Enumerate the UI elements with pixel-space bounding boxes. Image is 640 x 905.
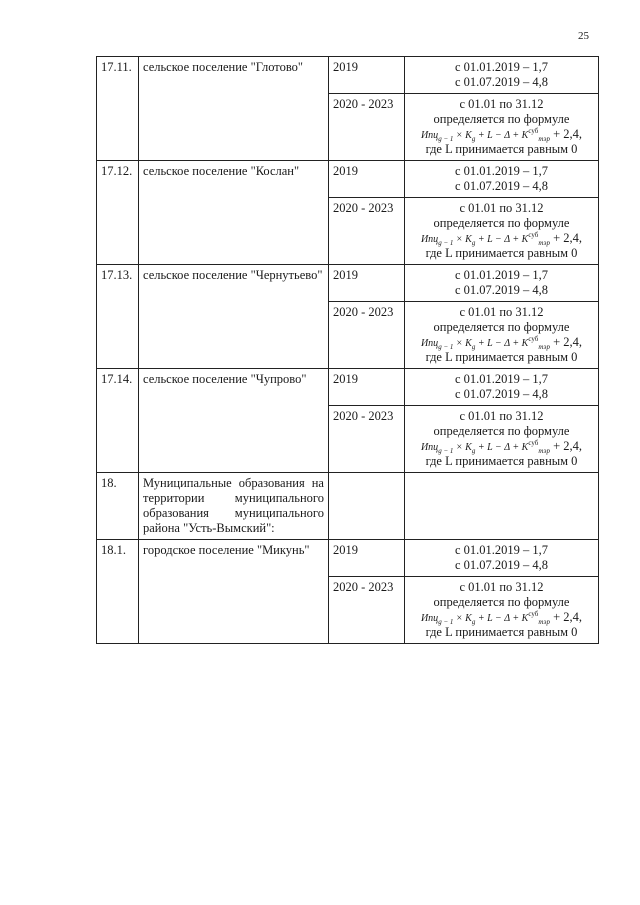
formula-values xyxy=(405,406,599,473)
period-years: 2020 - 2023 xyxy=(329,302,405,369)
row-number: 17.11. xyxy=(97,57,139,161)
value-line: определяется по формуле xyxy=(433,595,570,609)
value-line: где L принимается равным 0 xyxy=(425,142,578,156)
value-line: определяется по формуле xyxy=(433,112,570,126)
period-year: 2019 xyxy=(329,161,405,198)
settlement-name: сельское поселение "Чернутьево" xyxy=(139,265,329,369)
settlement-name: сельское поселение "Чупрово" xyxy=(139,369,329,473)
settlement-name: сельское поселение "Кослан" xyxy=(139,161,329,265)
row-number: 18. xyxy=(97,473,139,540)
tariff-table xyxy=(96,56,599,644)
period-year: 2019 xyxy=(329,369,405,406)
index-values xyxy=(405,540,599,577)
row-number: 17.12. xyxy=(97,161,139,265)
value-line: с 01.01.2019 – 1,7 xyxy=(454,543,549,557)
table-row xyxy=(97,540,599,577)
page-number: 25 xyxy=(578,30,589,42)
value-line: с 01.01.2019 – 1,7 xyxy=(454,372,549,386)
value-line: определяется по формуле xyxy=(433,320,570,334)
value-line: с 01.07.2019 – 4,8 xyxy=(454,283,549,297)
index-values xyxy=(405,161,599,198)
row-number: 17.14. xyxy=(97,369,139,473)
formula: $Ипц_{g - 1} \times K_g + L - \Delta + K^{суб}_{тэр} + 2,4$, xyxy=(420,439,583,455)
table-row xyxy=(97,57,599,94)
period-years: 2020 - 2023 xyxy=(329,577,405,644)
period-year: 2019 xyxy=(329,57,405,94)
value-line: с 01.01.2019 – 1,7 xyxy=(454,60,549,74)
index-values xyxy=(405,57,599,94)
value-line: с 01.01 по 31.12 xyxy=(459,97,544,111)
period-year: 2019 xyxy=(329,265,405,302)
settlement-name: сельское поселение "Глотово" xyxy=(139,57,329,161)
table-row xyxy=(97,369,599,406)
formula: $Ипц_{g - 1} \times K_g + L - \Delta + K^{суб}_{тэр} + 2,4$, xyxy=(420,335,583,351)
value-line: с 01.07.2019 – 4,8 xyxy=(454,179,549,193)
section-name: Муниципальные образования на территории муниципального образования муниципального района "Усть-Вымский": xyxy=(139,473,329,540)
table-row xyxy=(97,265,599,302)
value-line: определяется по формуле xyxy=(433,216,570,230)
formula-values xyxy=(405,302,599,369)
value-line: с 01.01.2019 – 1,7 xyxy=(454,268,549,282)
formula-values xyxy=(405,94,599,161)
empty-cell xyxy=(405,473,599,540)
formula: $Ипц_{g - 1} \times K_g + L - \Delta + K^{суб}_{тэр} + 2,4$, xyxy=(420,127,583,143)
value-line: с 01.07.2019 – 4,8 xyxy=(454,387,549,401)
value-line: где L принимается равным 0 xyxy=(425,454,578,468)
row-number: 17.13. xyxy=(97,265,139,369)
formula-values xyxy=(405,577,599,644)
settlement-name: городское поселение "Микунь" xyxy=(139,540,329,644)
value-line: с 01.07.2019 – 4,8 xyxy=(454,75,549,89)
value-line: где L принимается равным 0 xyxy=(425,625,578,639)
table-row xyxy=(97,161,599,198)
formula: $Ипц_{g - 1} \times K_g + L - \Delta + K^{суб}_{тэр} + 2,4$, xyxy=(420,610,583,626)
table-body xyxy=(97,57,599,644)
period-years: 2020 - 2023 xyxy=(329,198,405,265)
index-values xyxy=(405,369,599,406)
section-row xyxy=(97,473,599,540)
value-line: с 01.01 по 31.12 xyxy=(459,409,544,423)
empty-cell xyxy=(329,473,405,540)
value-line: с 01.01.2019 – 1,7 xyxy=(454,164,549,178)
value-line: с 01.07.2019 – 4,8 xyxy=(454,558,549,572)
formula-values xyxy=(405,198,599,265)
period-year: 2019 xyxy=(329,540,405,577)
value-line: с 01.01 по 31.12 xyxy=(459,305,544,319)
formula: $Ипц_{g - 1} \times K_g + L - \Delta + K^{суб}_{тэр} + 2,4$, xyxy=(420,231,583,247)
value-line: с 01.01 по 31.12 xyxy=(459,201,544,215)
period-years: 2020 - 2023 xyxy=(329,94,405,161)
value-line: с 01.01 по 31.12 xyxy=(459,580,544,594)
period-years: 2020 - 2023 xyxy=(329,406,405,473)
value-line: определяется по формуле xyxy=(433,424,570,438)
value-line: где L принимается равным 0 xyxy=(425,246,578,260)
row-number: 18.1. xyxy=(97,540,139,644)
value-line: где L принимается равным 0 xyxy=(425,350,578,364)
index-values xyxy=(405,265,599,302)
